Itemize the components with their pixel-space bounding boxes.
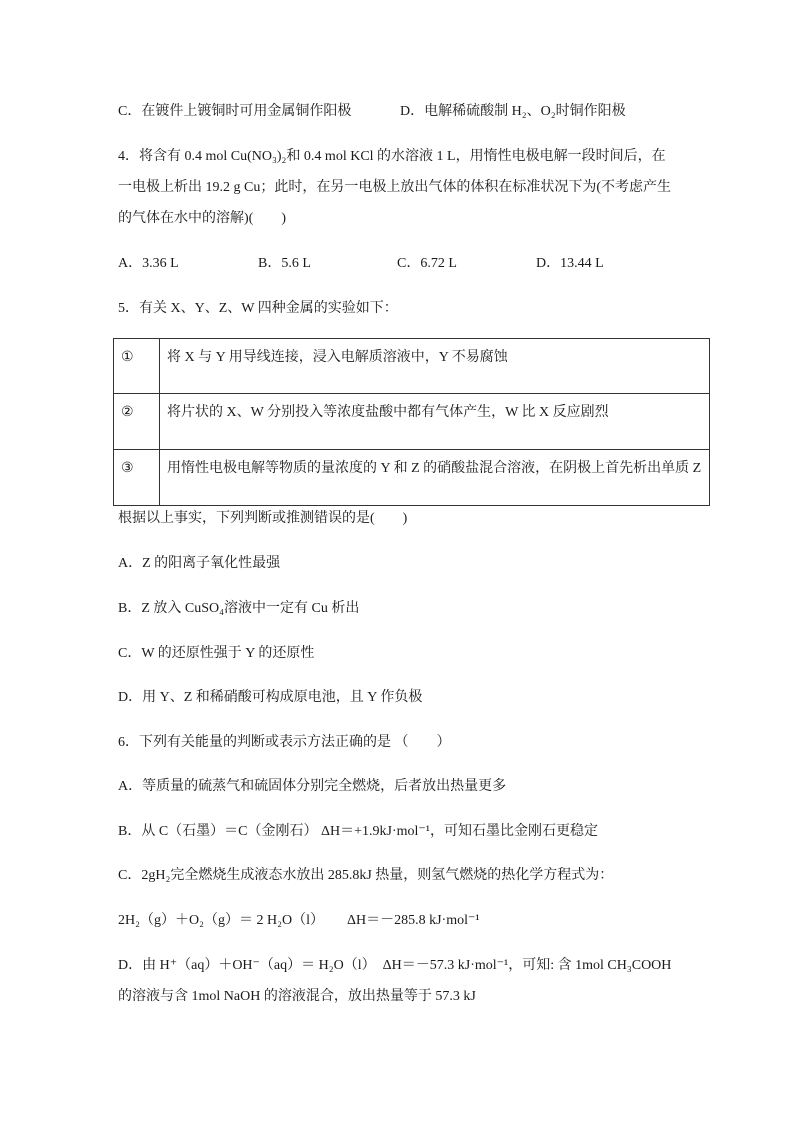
question-6-option-a: A．等质量的硫蒸气和硫固体分别完全燃烧，后者放出热量更多	[118, 779, 507, 794]
row-number: ③	[114, 450, 160, 506]
question-4-stem-line-1: 4．将含有 0.4 mol Cu(NO₃)₂和 0.4 mol KCl 的水溶液 1 L，用惰性电极电解一段时间后，在	[118, 149, 666, 164]
question-3-option-d: D．电解稀硫酸制 H₂、O₂时铜作阳极	[400, 104, 626, 119]
experiment-table	[113, 338, 710, 506]
question-6-option-d-line-2: 的溶液与含 1mol NaOH 的溶液混合，放出热量等于 57.3 kJ	[118, 989, 476, 1004]
question-3-option-c: C．在镀件上镀铜时可用金属铜作阳极	[118, 104, 352, 119]
question-5-option-b: B．Z 放入 CuSO₄溶液中一定有 Cu 析出	[118, 601, 360, 616]
question-4-option-a: A．3.36 L	[118, 256, 179, 271]
question-4-option-b: B．5.6 L	[258, 256, 311, 271]
question-6-option-d-line-1: D．由 H⁺（aq）＋OH⁻（aq）＝ H₂O（l） ΔH＝－57.3 kJ·mol⁻¹，可知: 含 1mol CH₃COOH	[118, 958, 672, 973]
question-4-stem-line-2: 一电极上析出 19.2 g Cu；此时，在另一电极上放出气体的体积在标准状况下为(不考虑产生	[118, 180, 671, 195]
question-4-option-c: C．6.72 L	[397, 256, 457, 271]
table-row	[114, 394, 710, 450]
row-text: 将片状的 X、W 分别投入等浓度盐酸中都有气体产生，W 比 X 反应剧烈	[160, 394, 710, 450]
question-6-option-c: C．2gH₂完全燃烧生成液态水放出 285.8kJ 热量，则氢气燃烧的热化学方程式为：	[118, 868, 614, 883]
thermochemical-equation: 2H₂（g）＋O₂（g）＝ 2 H₂O（l）	[118, 913, 324, 928]
table-row	[114, 339, 710, 394]
row-text: 用惰性电极电解等物质的量浓度的 Y 和 Z 的硝酸盐混合溶液，在阴极上首先析出单质 Z	[160, 450, 710, 506]
table-row	[114, 450, 710, 506]
question-5-stem: 5．有关 X、Y、Z、W 四种金属的实验如下：	[118, 301, 398, 316]
question-5-option-a: A．Z 的阳离子氧化性最强	[118, 556, 281, 571]
question-4-stem-line-3: 的气体在水中的溶解)( )	[118, 211, 286, 226]
row-number: ①	[114, 339, 160, 394]
row-number: ②	[114, 394, 160, 450]
question-4-option-d: D．13.44 L	[536, 256, 604, 271]
question-6-option-b: B．从 C（石墨）＝C（金刚石） ΔH＝+1.9kJ·mol⁻¹，可知石墨比金刚石更稳定	[118, 824, 598, 839]
question-6-stem: 6．下列有关能量的判断或表示方法正确的是 （ ）	[118, 735, 451, 750]
question-5-prompt: 根据以上事实，下列判断或推测错误的是( )	[118, 511, 408, 526]
enthalpy-change: ΔH＝－285.8 kJ·mol⁻¹	[347, 913, 480, 928]
question-5-option-d: D．用 Y、Z 和稀硝酸可构成原电池，且 Y 作负极	[118, 690, 423, 705]
row-text: 将 X 与 Y 用导线连接，浸入电解质溶液中，Y 不易腐蚀	[160, 339, 710, 394]
question-5-option-c: C．W 的还原性强于 Y 的还原性	[118, 646, 315, 661]
